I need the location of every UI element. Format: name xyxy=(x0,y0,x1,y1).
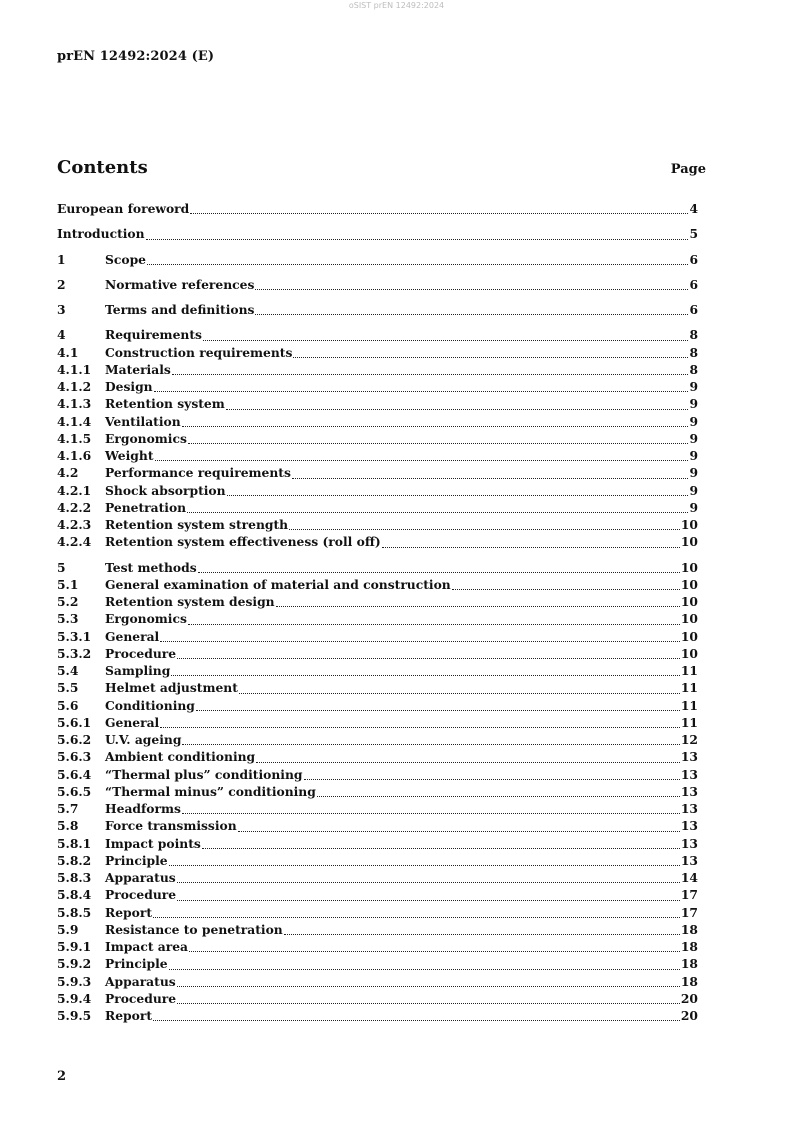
toc-entry[interactable] xyxy=(57,345,698,362)
toc-entry-title: Requirements xyxy=(105,327,202,343)
toc-entry-page: 9 xyxy=(689,413,698,429)
toc-entry-page: 17 xyxy=(680,904,698,920)
toc-dot-leader xyxy=(196,710,680,711)
toc-entry-page: 13 xyxy=(680,749,698,765)
toc-entry-page: 13 xyxy=(680,835,698,851)
toc-dot-leader xyxy=(276,606,680,607)
toc-entry-page: 9 xyxy=(689,448,698,463)
toc-entry-number: 5.8.4 xyxy=(57,887,92,903)
toc-dot-leader xyxy=(188,624,680,625)
toc-entry-number: 5.6.3 xyxy=(57,749,92,765)
toc-entry-number: 5.2 xyxy=(57,594,79,609)
toc-entry-title: Principle xyxy=(105,852,168,868)
toc-dot-leader xyxy=(155,460,689,461)
toc-entry[interactable] xyxy=(57,396,698,413)
toc-entry[interactable] xyxy=(57,201,698,218)
toc-dot-leader xyxy=(160,641,680,642)
toc-entry-number: 5.9.2 xyxy=(57,956,92,972)
toc-dot-leader xyxy=(226,409,689,410)
toc-entry-title: Ergonomics xyxy=(105,430,187,446)
toc-entry-number: 5.8.2 xyxy=(57,852,92,868)
toc-entry-title: Ventilation xyxy=(105,413,181,429)
toc-entry-title: Design xyxy=(105,379,153,394)
toc-entry[interactable] xyxy=(57,611,698,628)
toc-dot-leader xyxy=(187,512,688,513)
toc-entry[interactable] xyxy=(57,465,698,482)
toc-entry-page: 4 xyxy=(689,201,698,216)
toc-entry-title: General examination of material and construction xyxy=(105,576,451,592)
toc-dot-leader xyxy=(255,314,688,315)
toc-entry-page: 13 xyxy=(680,818,698,834)
toc-entry-title: Materials xyxy=(105,361,171,377)
toc-dot-leader xyxy=(147,264,688,265)
toc-entry[interactable] xyxy=(57,226,698,243)
toc-entry-title: Report xyxy=(105,1008,153,1023)
toc-dot-leader xyxy=(177,882,680,883)
toc-entry-page: 14 xyxy=(680,870,698,885)
toc-entry-page: 13 xyxy=(680,766,698,782)
toc-entry-title: Conditioning xyxy=(105,697,195,713)
toc-entry-number: 4.2 xyxy=(57,465,79,481)
toc-entry-number: 4.2.4 xyxy=(57,534,92,550)
toc-entry-page: 9 xyxy=(689,379,698,394)
toc-entry-number: 5.4 xyxy=(57,663,79,678)
toc-entry-number: 4.1.6 xyxy=(57,448,92,463)
toc-entry-number: 5.7 xyxy=(57,801,79,816)
toc-dot-leader xyxy=(177,900,680,901)
toc-entry-number: 5.6.1 xyxy=(57,714,92,730)
toc-entry-title: “Thermal plus” conditioning xyxy=(105,766,303,782)
toc-dot-leader xyxy=(182,813,680,814)
toc-entry-title: Ambient conditioning xyxy=(105,749,256,765)
toc-entry-number: 4.2.1 xyxy=(57,482,92,498)
toc-entry[interactable] xyxy=(57,483,698,500)
toc-entry-title: Report xyxy=(105,904,153,920)
toc-dot-leader xyxy=(304,779,680,780)
toc-entry-title: Weight xyxy=(105,448,154,463)
toc-entry-page: 13 xyxy=(680,801,698,816)
toc-entry[interactable] xyxy=(57,534,698,551)
toc-entry-number: 5.8.1 xyxy=(57,835,92,851)
toc-entry[interactable] xyxy=(57,991,698,1008)
toc-entry-page: 18 xyxy=(680,921,698,937)
toc-entry-page: 5 xyxy=(689,226,698,242)
toc-dot-leader xyxy=(292,478,689,479)
toc-entry-number: 5 xyxy=(57,559,66,575)
toc-entry-page: 10 xyxy=(680,534,698,550)
toc-entry-page: 11 xyxy=(680,714,698,730)
toc-entry-title: Performance requirements xyxy=(105,465,291,481)
toc-entry[interactable] xyxy=(57,629,698,646)
toc-dot-leader xyxy=(177,658,680,659)
toc-dot-leader xyxy=(284,934,680,935)
toc-entry-title: Impact area xyxy=(105,939,189,954)
toc-entry[interactable] xyxy=(57,252,698,269)
toc-entry-title: Retention system strength xyxy=(105,517,289,532)
toc-entry-title: Ergonomics xyxy=(105,611,187,627)
toc-entry-number: 3 xyxy=(57,302,66,317)
toc-entry[interactable] xyxy=(57,431,698,448)
toc-dot-leader xyxy=(177,986,680,987)
toc-entry[interactable] xyxy=(57,698,698,715)
toc-dot-leader xyxy=(160,727,680,728)
toc-entry-number: 5.6.2 xyxy=(57,732,92,747)
toc-entry-page: 10 xyxy=(680,594,698,609)
toc-entry-page: 13 xyxy=(680,852,698,868)
toc-entry-page: 11 xyxy=(680,697,698,713)
toc-entry-page: 9 xyxy=(689,499,698,515)
page-column-label: Page xyxy=(670,162,706,177)
toc-entry-number: 5.9.5 xyxy=(57,1008,92,1023)
toc-entry-number: 2 xyxy=(57,276,66,292)
toc-dot-leader xyxy=(256,762,680,763)
toc-entry-number: 4 xyxy=(57,327,66,343)
toc-entry[interactable] xyxy=(57,327,698,344)
toc-entry-page: 10 xyxy=(680,576,698,592)
toc-entry-page: 10 xyxy=(680,611,698,627)
toc-dot-leader xyxy=(182,426,689,427)
toc-dot-leader xyxy=(171,675,680,676)
toc-entry-title: Penetration xyxy=(105,499,187,515)
toc-entry-page: 10 xyxy=(680,628,698,644)
toc-entry-title: Force transmission xyxy=(105,818,237,834)
toc-entry-number: 4.2.3 xyxy=(57,517,92,532)
toc-dot-leader xyxy=(153,1020,680,1021)
toc-entry[interactable] xyxy=(57,560,698,577)
toc-entry[interactable] xyxy=(57,379,698,396)
toc-entry-page: 9 xyxy=(689,482,698,498)
toc-entry-title: Introduction xyxy=(57,226,145,242)
document-reference: prEN 12492:2024 (E) xyxy=(57,49,215,64)
toc-entry[interactable] xyxy=(57,749,698,766)
toc-entry-page: 18 xyxy=(680,956,698,972)
toc-entry-title: Retention system xyxy=(105,396,225,412)
toc-entry-title: Procedure xyxy=(105,887,177,903)
toc-entry-number: 4.1.5 xyxy=(57,430,92,446)
toc-dot-leader xyxy=(188,443,689,444)
toc-entry-number: 5.3.1 xyxy=(57,628,92,644)
toc-dot-leader xyxy=(239,693,680,694)
toc-entry[interactable] xyxy=(57,577,698,594)
toc-entry-page: 8 xyxy=(689,344,698,360)
toc-entry-number: 5.3.2 xyxy=(57,645,92,661)
toc-entry-number: 5.8 xyxy=(57,818,79,834)
toc-entry-number: 5.9.4 xyxy=(57,990,92,1006)
toc-entry[interactable] xyxy=(57,663,698,680)
toc-entry-title: Sampling xyxy=(105,663,171,678)
toc-entry[interactable] xyxy=(57,594,698,611)
toc-dot-leader xyxy=(238,831,680,832)
toc-entry-title: Construction requirements xyxy=(105,344,293,360)
toc-entry-title: “Thermal minus” conditioning xyxy=(105,783,316,799)
toc-dot-leader xyxy=(190,213,688,214)
toc-entry[interactable] xyxy=(57,414,698,431)
toc-entry[interactable] xyxy=(57,646,698,663)
toc-entry-title: European foreword xyxy=(57,201,190,216)
toc-dot-leader xyxy=(227,495,689,496)
table-of-contents xyxy=(57,201,698,1025)
toc-entry-page: 17 xyxy=(680,887,698,903)
toc-entry-page: 8 xyxy=(689,327,698,343)
toc-entry-page: 6 xyxy=(689,276,698,292)
toc-dot-leader xyxy=(202,848,680,849)
toc-entry[interactable] xyxy=(57,818,698,835)
toc-dot-leader xyxy=(198,572,680,573)
toc-entry-number: 5.6.5 xyxy=(57,783,92,799)
toc-dot-leader xyxy=(169,865,680,866)
toc-entry-title: Shock absorption xyxy=(105,482,226,498)
contents-title: Contents xyxy=(57,157,148,178)
toc-entry-number: 5.9.3 xyxy=(57,973,92,989)
toc-entry[interactable] xyxy=(57,500,698,517)
toc-entry[interactable] xyxy=(57,767,698,784)
toc-entry[interactable] xyxy=(57,302,698,319)
toc-entry-page: 6 xyxy=(689,251,698,267)
toc-entry-title: Normative references xyxy=(105,276,255,292)
toc-entry-number: 5.3 xyxy=(57,611,79,627)
toc-entry-page: 20 xyxy=(680,990,698,1006)
toc-entry-title: Helmet adjustment xyxy=(105,680,238,696)
toc-entry-page: 10 xyxy=(680,559,698,575)
page-number: 2 xyxy=(57,1069,67,1084)
toc-entry-title: General xyxy=(105,714,160,730)
toc-dot-leader xyxy=(189,951,680,952)
toc-entry-number: 5.6 xyxy=(57,697,79,713)
contents-heading xyxy=(57,157,706,181)
toc-entry[interactable] xyxy=(57,922,698,939)
toc-dot-leader xyxy=(255,289,688,290)
toc-entry-title: Principle xyxy=(105,956,168,972)
toc-entry[interactable] xyxy=(57,905,698,922)
toc-dot-leader xyxy=(203,340,689,341)
toc-entry-number: 5.1 xyxy=(57,576,79,592)
toc-entry-title: Impact points xyxy=(105,835,201,851)
toc-entry[interactable] xyxy=(57,1008,698,1025)
toc-dot-leader xyxy=(146,239,689,240)
toc-entry-number: 1 xyxy=(57,251,66,267)
toc-entry-title: Apparatus xyxy=(105,870,176,885)
toc-entry[interactable] xyxy=(57,448,698,465)
toc-entry[interactable] xyxy=(57,517,698,534)
toc-dot-leader xyxy=(293,357,688,358)
toc-entry[interactable] xyxy=(57,853,698,870)
toc-dot-leader xyxy=(317,796,680,797)
toc-entry[interactable] xyxy=(57,956,698,973)
toc-entry-number: 5.8.3 xyxy=(57,870,92,885)
toc-entry-title: Test methods xyxy=(105,559,197,575)
toc-entry-page: 18 xyxy=(680,973,698,989)
toc-entry-number: 5.9.1 xyxy=(57,939,92,954)
toc-entry-page: 10 xyxy=(680,645,698,661)
toc-entry-page: 9 xyxy=(689,396,698,412)
toc-dot-leader xyxy=(153,917,680,918)
toc-entry-number: 4.1.1 xyxy=(57,361,92,377)
toc-entry-page: 11 xyxy=(680,680,698,696)
toc-dot-leader xyxy=(452,589,680,590)
toc-entry-title: General xyxy=(105,628,160,644)
toc-entry[interactable] xyxy=(57,974,698,991)
toc-entry-title: Resistance to penetration xyxy=(105,921,283,937)
toc-entry-page: 8 xyxy=(689,361,698,377)
toc-entry-number: 4.1.4 xyxy=(57,413,92,429)
toc-entry-title: Headforms xyxy=(105,801,181,816)
toc-entry[interactable] xyxy=(57,887,698,904)
toc-dot-leader xyxy=(172,374,689,375)
toc-entry-number: 4.2.2 xyxy=(57,499,92,515)
toc-entry-page: 20 xyxy=(680,1008,698,1023)
toc-entry[interactable] xyxy=(57,836,698,853)
toc-entry-number: 5.9 xyxy=(57,921,79,937)
toc-entry-number: 4.1 xyxy=(57,344,79,360)
toc-dot-leader xyxy=(289,529,680,530)
toc-entry[interactable] xyxy=(57,870,698,887)
toc-entry-title: Scope xyxy=(105,251,146,267)
toc-dot-leader xyxy=(382,547,680,548)
toc-entry-page: 11 xyxy=(680,663,698,678)
toc-entry-page: 9 xyxy=(689,465,698,481)
toc-entry-title: Apparatus xyxy=(105,973,176,989)
toc-entry-page: 10 xyxy=(680,517,698,532)
watermark: oSIST prEN 12492:2024 xyxy=(348,1,445,10)
toc-entry-page: 18 xyxy=(680,939,698,954)
toc-entry[interactable] xyxy=(57,801,698,818)
toc-entry-page: 12 xyxy=(680,732,698,747)
toc-entry-number: 4.1.3 xyxy=(57,396,92,412)
toc-dot-leader xyxy=(154,391,689,392)
toc-entry-title: Retention system effectiveness (roll off) xyxy=(105,534,381,550)
toc-entry-page: 13 xyxy=(680,783,698,799)
toc-entry[interactable] xyxy=(57,939,698,956)
toc-entry[interactable] xyxy=(57,732,698,749)
toc-entry-page: 6 xyxy=(689,302,698,317)
toc-entry-number: 5.5 xyxy=(57,680,79,696)
toc-dot-leader xyxy=(177,1003,680,1004)
toc-entry-title: U.V. ageing xyxy=(105,732,182,747)
toc-entry-title: Terms and definitions xyxy=(105,302,255,317)
toc-entry-title: Procedure xyxy=(105,645,177,661)
toc-entry[interactable] xyxy=(57,680,698,697)
toc-entry-number: 5.8.5 xyxy=(57,904,92,920)
toc-entry[interactable] xyxy=(57,277,698,294)
toc-entry-number: 4.1.2 xyxy=(57,379,92,394)
toc-entry-page: 9 xyxy=(689,430,698,446)
toc-entry[interactable] xyxy=(57,362,698,379)
toc-entry[interactable] xyxy=(57,784,698,801)
toc-entry-title: Procedure xyxy=(105,990,177,1006)
toc-dot-leader xyxy=(169,969,680,970)
toc-entry[interactable] xyxy=(57,715,698,732)
toc-entry-title: Retention system design xyxy=(105,594,275,609)
toc-dot-leader xyxy=(182,744,679,745)
toc-entry-number: 5.6.4 xyxy=(57,766,92,782)
